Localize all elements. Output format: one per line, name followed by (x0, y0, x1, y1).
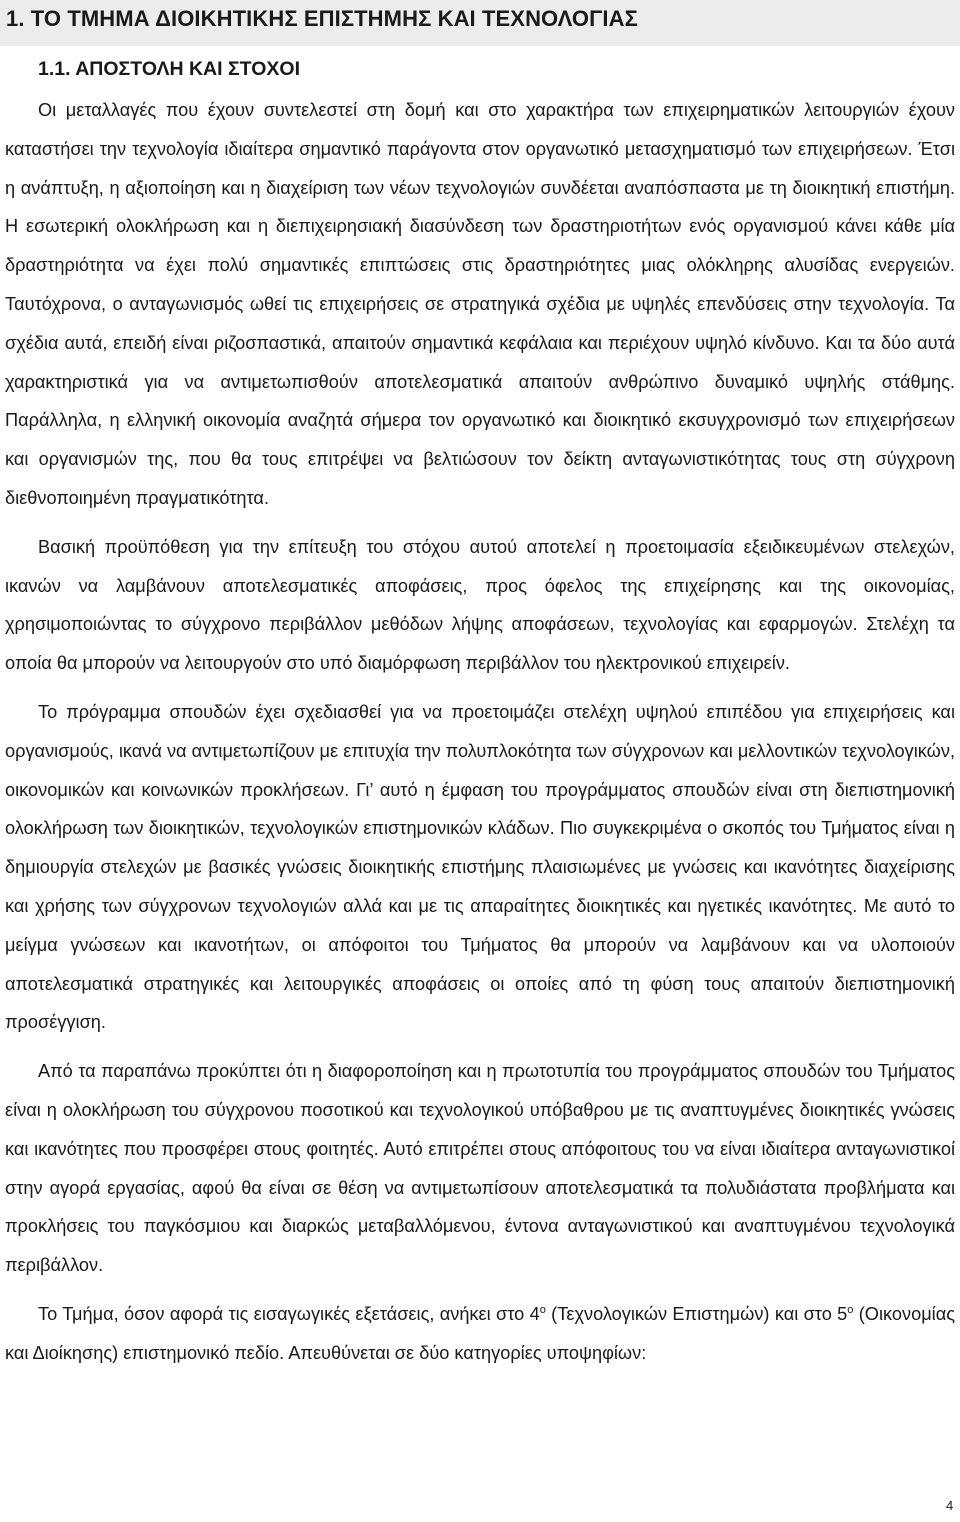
paragraph-4: Από τα παραπάνω προκύπτει ότι η διαφοροποίηση και η πρωτοτυπία του προγράμματος σπουδών του Τμήματος είναι η ολοκλήρωση του σύγχρονου ποσοτικού και τεχνολογικού υπόβαθρου με τις αναπτυγμένες διοικητικές γνώσεις και ικανότητες που προσφέρει στους φοιτητές. Αυτό επιτρέπει στους απόφοιτους του να είναι ιδιαίτερα ανταγωνιστικοί στην αγορά εργασίας, αφού θα είναι σε θέση να αντιμετωπίσουν αποτελεσματικά τα πολυδιάστατα προβλήματα και προκλήσεις του παγκόσμιου και διαρκώς μεταβαλλόμενου, έντονα ανταγωνιστικού και αναπτυγμένου τεχνολογικά περιβάλλον. (5, 1061, 955, 1276)
paragraph-5-text-a: Το Τμήμα, όσον αφορά τις εισαγωγικές εξετάσεις, ανήκει στο 4 (38, 1303, 540, 1324)
section-title: 1.1. ΑΠΟΣΤΟΛΗ ΚΑΙ ΣΤΟΧΟΙ (38, 58, 300, 80)
paragraph-1: Οι μεταλλαγές που έχουν συντελεστεί στη δομή και στο χαρακτήρα των επιχειρηματικών λειτουργιών έχουν καταστήσει την τεχνολογία ιδιαίτερα σημαντικό παράγοντα στον οργανωτικό μετασχηματισμό των επιχειρήσεων. Έτσι η ανάπτυξη, η αξιοποίηση και η διαχείριση των νέων τεχνολογιών συνδέεται αναπόσπαστα με τη διοικητική επιστήμη. Η εσωτερική ολοκλήρωση και η διεπιχειρησιακή διασύνδεση των δραστηριοτήτων ενός οργανισμού κάνει κάθε μία δραστηριότητα να έχει πολύ σημαντικές επιπτώσεις στις δραστηριότητες μιας ολόκληρης αλυσίδας ενεργειών. Ταυτόχρονα, ο ανταγωνισμός ωθεί τις επιχειρήσεις σε στρατηγικά σχέδια με υψηλές επενδύσεις στην τεχνολογία. Τα σχέδια αυτά, επειδή είναι ριζοσπαστικά, απαιτούν σημαντικά κεφάλαια και περιέχουν υψηλό κίνδυνο. Και τα δύο αυτά χαρακτηριστικά για να αντιμετωπισθούν αποτελεσματικά απαιτούν ανθρώπινο δυναμικό υψηλής στάθμης. Παράλληλα, η ελληνική οικονομία αναζητά σήμερα τον οργανωτικό και διοικητικό εκσυγχρονισμό των επιχειρήσεων και οργανισμών της, που θα τους επιτρέψει να βελτιώσουν τον δείκτη ανταγωνιστικότητας τους στη σύγχρονη διεθνοποιημένη πραγματικότητα. (5, 100, 955, 508)
paragraph-5 (5, 1295, 955, 1373)
paragraph-2: Βασική προϋπόθεση για την επίτευξη του στόχου αυτού αποτελεί η προετοιμασία εξειδικευμένων στελεχών, ικανών να λαμβάνουν αποτελεσματικές αποφάσεις, προς όφελος της επιχείρησης και της οικονομίας, χρησιμοποιώντας το σύγχρονο περιβάλλον μεθόδων λήψης αποφάσεων, τεχνολογίας και εφαρμογών. Στελέχη τα οποία θα μπορούν να λειτουργούν στο υπό διαμόρφωση περιβάλλον του ηλεκτρονικού επιχειρείν. (5, 536, 955, 674)
chapter-header-bar (0, 0, 960, 46)
page-number: 4 (946, 1498, 954, 1513)
body-text (5, 91, 955, 1383)
paragraph-5-text-c: (Οικονομίας και Διοίκησης) επιστημονικό πεδίο. Απευθύνεται σε δύο κατηγορίες υποψηφίων: (5, 1303, 955, 1363)
paragraph-5-text-b: (Τεχνολογικών Επιστημών) και στο 5 (545, 1303, 848, 1324)
ordinal-superscript: ο (539, 1303, 546, 1316)
chapter-title: 1. ΤΟ ΤΜΗΜΑ ΔΙΟΙΚΗΤΙΚΗΣ ΕΠΙΣΤΗΜΗΣ ΚΑΙ ΤΕΧΝΟΛΟΓΙΑΣ (6, 6, 638, 31)
paragraph-3: Το πρόγραμμα σπουδών έχει σχεδιασθεί για να προετοιμάζει στελέχη υψηλού επιπέδου για επιχειρήσεις και οργανισμούς, ικανά να αντιμετωπίζουν με επιτυχία την πολυπλοκότητα των σύγχρονων και μελλοντικών τεχνολογικών, οικονομικών και κοινωνικών προκλήσεων. Γι’ αυτό η έμφαση του προγράμματος σπουδών είναι στη διεπιστημονική ολοκλήρωση των διοικητικών, τεχνολογικών επιστημονικών κλάδων. Πιο συγκεκριμένα ο σκοπός του Τμήματος είναι η δημιουργία στελεχών με βασικές γνώσεις διοικητικής επιστήμης πλαισιωμένες με γνώσεις και ικανότητες διαχείρισης και χρήσης των σύγχρονων τεχνολογιών αλλά και με τις απαραίτητες διοικητικές και ηγετικές ικανότητες. Με αυτό το μείγμα γνώσεων και ικανοτήτων, οι απόφοιτοι του Τμήματος θα μπορούν να λαμβάνουν και να υλοποιούν αποτελεσματικά στρατηγικές και λειτουργικές αποφάσεις οι οποίες από τη φύση τους απαιτούν διεπιστημονική προσέγγιση. (5, 701, 955, 1033)
ordinal-superscript: ο (847, 1303, 854, 1316)
